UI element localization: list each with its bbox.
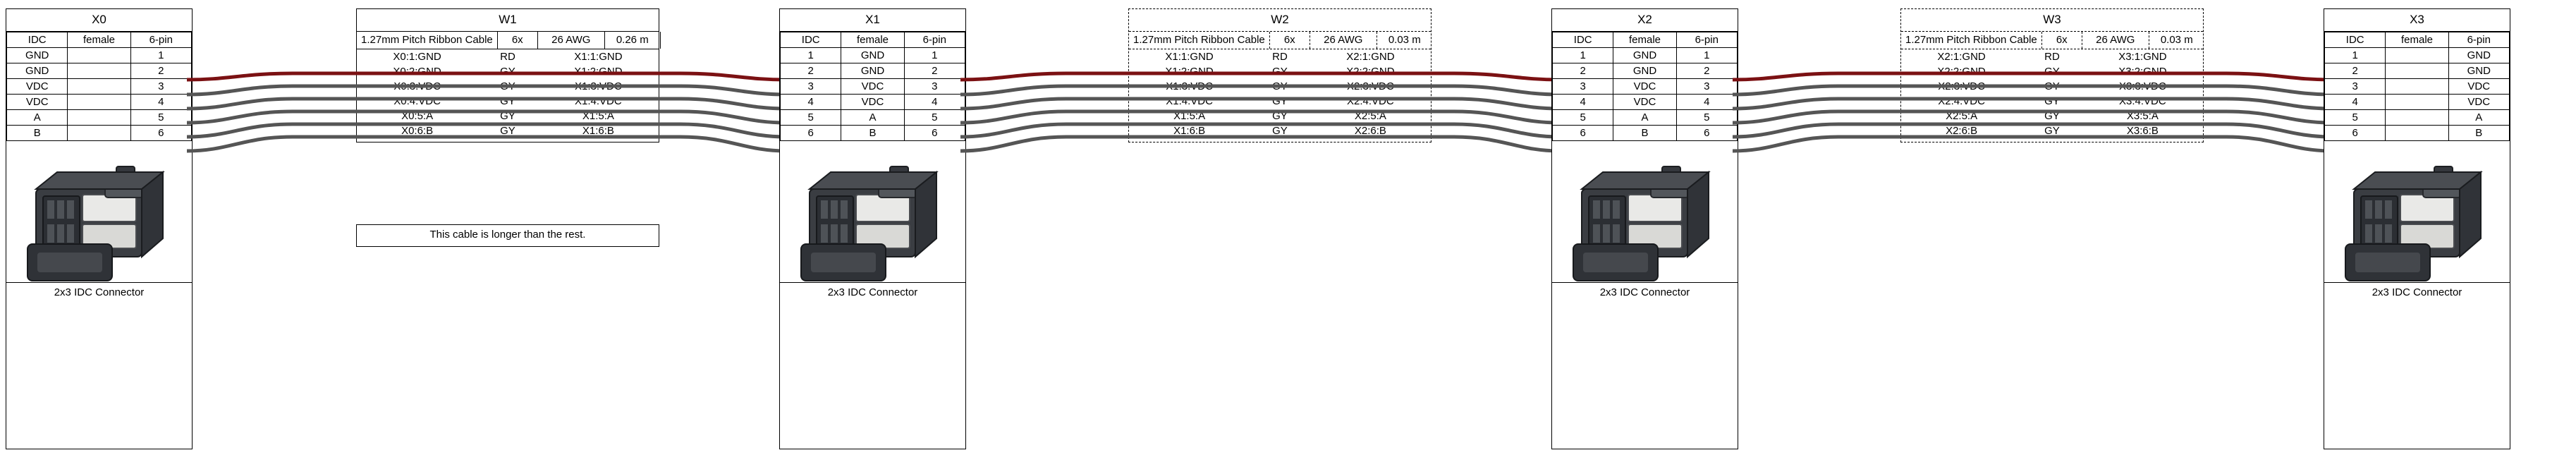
connector-x3-row4-mid [2386, 110, 2448, 126]
cable-w1-wirecount: 6x [498, 32, 538, 49]
connector-x3-row1-label: GND [2448, 63, 2509, 79]
cable-w2-wire2-color: GY [1272, 80, 1288, 92]
table-row [781, 126, 965, 141]
cable-w2-wire3-left: X1:4:VDC [1166, 95, 1213, 107]
connector-x2-row1-pinleft: 2 [1553, 63, 1613, 79]
cable-w2-wire4-color: GY [1272, 110, 1288, 122]
connector-x0-row1-label: GND [7, 63, 68, 79]
connector-x3-header-idc: IDC [2325, 32, 2386, 48]
cable-w3-wire1-color: GY [2044, 66, 2060, 78]
cable-w3-wire3-left: X2:4:VDC [1938, 95, 1985, 107]
cable-w2-wirecount: 6x [1270, 32, 1310, 49]
connector-x0-header-pincount: 6-pin [130, 32, 191, 48]
cable-w3-spec [1901, 32, 2203, 49]
cable-w1-wire1-left: X0:2:GND [393, 66, 441, 78]
connector-x0 [6, 8, 193, 449]
connector-x2-row1-label: GND [1613, 63, 1676, 79]
connector-x1-header-pincount: 6-pin [904, 32, 965, 48]
connector-x1-row4-pinleft: 5 [781, 110, 841, 126]
cable-w1-wire3-right: X1:4:VDC [575, 95, 622, 107]
cable-w1-wire2-left: X0:3:VDC [393, 80, 441, 92]
cable-w1-wire1-color: GY [500, 66, 515, 78]
table-row [1553, 126, 1738, 141]
table-row [1553, 110, 1738, 126]
cable-w3-wire0-color: RD [2044, 51, 2060, 63]
cable-w1-wire4-left: X0:5:A [401, 110, 434, 122]
connector-x0-header-idc: IDC [7, 32, 68, 48]
connector-x2-row1-pinright: 2 [1676, 63, 1737, 79]
connector-x1-pinout [780, 32, 965, 141]
cable-w3-type: 1.27mm Pitch Ribbon Cable [1901, 32, 2042, 49]
connector-x1-row2-pinright: 3 [904, 79, 965, 95]
wire-bundle-w3 [1733, 68, 2332, 195]
cable-w2-wire0-color: RD [1272, 51, 1288, 63]
table-row [1553, 32, 1738, 48]
connector-x0-title: X0 [6, 9, 192, 32]
connector-x2-title: X2 [1552, 9, 1738, 32]
connector-x3-row5-pin: 6 [2325, 126, 2386, 141]
connector-x3-header-gender: female [2386, 32, 2448, 48]
connector-x0-row5-mid [68, 126, 130, 141]
connector-x0-pinout [6, 32, 192, 141]
connector-x0-footer: 2x3 IDC Connector [6, 282, 192, 303]
connector-x3-row1-mid [2386, 63, 2448, 79]
connector-x1-header-gender: female [841, 32, 904, 48]
table-row [1553, 63, 1738, 79]
table-row [7, 110, 192, 126]
connector-x2-row0-pinright: 1 [1676, 48, 1737, 63]
connector-x1-row2-label: VDC [841, 79, 904, 95]
connector-x2-row4-pinleft: 5 [1553, 110, 1613, 126]
cable-w1-wire5-right: X1:6:B [582, 125, 614, 137]
table-row [7, 48, 192, 63]
cable-w3-gauge: 26 AWG [2082, 32, 2149, 49]
connector-x1-row1-label: GND [841, 63, 904, 79]
table-row [1129, 49, 1431, 64]
cable-w3-wirecount: 6x [2042, 32, 2082, 49]
connector-x1-row5-pinleft: 6 [781, 126, 841, 141]
connector-x1-row0-pinleft: 1 [781, 48, 841, 63]
cable-w3-wire1-left: X2:2:GND [1937, 66, 1986, 78]
cable-w1-wire0-color: RD [500, 51, 515, 63]
connector-x1-row4-pinright: 5 [904, 110, 965, 126]
cable-w2-wire1-left: X1:2:GND [1165, 66, 1214, 78]
cable-w2-wire5-right: X2:6:B [1354, 125, 1386, 137]
connector-x3-row2-label: VDC [2448, 79, 2509, 95]
connector-x2 [1551, 8, 1738, 449]
connector-x0-row3-mid [68, 95, 130, 110]
cable-w2-spec [1129, 32, 1431, 49]
cable-w3-wire5-color: GY [2044, 125, 2060, 137]
connector-x2-row0-label: GND [1613, 48, 1676, 63]
connector-x0-row2-pin: 3 [130, 79, 191, 95]
connector-x0-row0-mid [68, 48, 130, 63]
cable-w2-length: 0.03 m [1388, 34, 1421, 46]
connector-x2-row3-label: VDC [1613, 95, 1676, 110]
connector-x3-row0-pin: 1 [2325, 48, 2386, 63]
cable-w3-wire4-color: GY [2044, 110, 2060, 122]
wire-bundle-w2 [960, 68, 1560, 195]
connector-x1-row2-pinleft: 3 [781, 79, 841, 95]
connector-x1-row1-pinright: 2 [904, 63, 965, 79]
table-row [7, 126, 192, 141]
table-row [1553, 79, 1738, 95]
cable-w3-wire3-color: GY [2044, 95, 2060, 107]
cable-w1-wire0-left: X0:1:GND [393, 51, 441, 63]
cable-w1-spec [357, 32, 659, 49]
cable-w3-wire0-left: X2:1:GND [1937, 51, 1986, 63]
cable-w2-wire1-right: X2:2:GND [1346, 66, 1395, 78]
cable-w3-length: 0.03 m [2160, 34, 2193, 46]
table-row [2325, 95, 2510, 110]
connector-x2-row4-label: A [1613, 110, 1676, 126]
connector-x2-footer: 2x3 IDC Connector [1552, 282, 1738, 303]
connector-x0-row2-mid [68, 79, 130, 95]
connector-x2-row0-pinleft: 1 [1553, 48, 1613, 63]
cable-w1-type: 1.27mm Pitch Ribbon Cable [357, 32, 498, 49]
connector-x2-row4-pinright: 5 [1676, 110, 1737, 126]
connector-x3-row3-mid [2386, 95, 2448, 110]
connector-x2-row5-label: B [1613, 126, 1676, 141]
table-row [2325, 110, 2510, 126]
table-row [7, 32, 192, 48]
cable-w1-wire5-color: GY [500, 125, 515, 137]
connector-x2-header-idc: IDC [1553, 32, 1613, 48]
connector-x0-row1-pin: 2 [130, 63, 191, 79]
connector-x2-pinout [1552, 32, 1738, 141]
connector-x0-header-gender: female [68, 32, 130, 48]
connector-x1-row3-pinright: 4 [904, 95, 965, 110]
connector-x2-row5-pinleft: 6 [1553, 126, 1613, 141]
table-row [7, 79, 192, 95]
table-row [7, 63, 192, 79]
connector-x2-row3-pinleft: 4 [1553, 95, 1613, 110]
cable-w2-wire0-left: X1:1:GND [1165, 51, 1214, 63]
connector-x3-title: X3 [2324, 9, 2510, 32]
connector-x2-row3-pinright: 4 [1676, 95, 1737, 110]
connector-x2-row2-pinleft: 3 [1553, 79, 1613, 95]
table-row [781, 32, 965, 48]
table-row [2325, 126, 2510, 141]
cable-w2-wire3-right: X2:4:VDC [1347, 95, 1394, 107]
connector-x3-footer: 2x3 IDC Connector [2324, 282, 2510, 303]
table-row [781, 63, 965, 79]
connector-x1-photo [780, 141, 965, 282]
table-row [2325, 79, 2510, 95]
connector-x3-header-pincount: 6-pin [2448, 32, 2509, 48]
connector-x1-row1-pinleft: 2 [781, 63, 841, 79]
connector-x2-row5-pinright: 6 [1676, 126, 1737, 141]
cable-w1-wire4-color: GY [500, 110, 515, 122]
cable-w1-wire5-left: X0:6:B [401, 125, 434, 137]
connector-x2-header-pincount: 6-pin [1676, 32, 1737, 48]
wire-bundle-w1 [187, 68, 786, 195]
table-row [2325, 48, 2510, 63]
connector-x3-row0-label: GND [2448, 48, 2509, 63]
cable-w1-length: 0.26 m [605, 32, 661, 49]
table-row [2325, 63, 2510, 79]
connector-x1-row3-pinleft: 4 [781, 95, 841, 110]
table-row [1901, 49, 2203, 64]
connector-x3 [2324, 8, 2510, 449]
connector-x0-row2-label: VDC [7, 79, 68, 95]
connector-x0-row4-mid [68, 110, 130, 126]
connector-x0-row1-mid [68, 63, 130, 79]
connector-x1-row0-pinright: 1 [904, 48, 965, 63]
cable-w2-gauge: 26 AWG [1310, 32, 1377, 49]
connector-x3-row3-label: VDC [2448, 95, 2509, 110]
connector-x1-footer: 2x3 IDC Connector [780, 282, 965, 303]
table-row [781, 79, 965, 95]
cable-w3-wire2-left: X2:3:VDC [1938, 80, 1985, 92]
connector-x1-header-idc: IDC [781, 32, 841, 48]
connector-x0-row4-label: A [7, 110, 68, 126]
cable-w1-wire3-left: X0:4:VDC [393, 95, 441, 107]
table-row [2325, 32, 2510, 48]
connector-x1 [779, 8, 966, 449]
connector-x1-row4-label: A [841, 110, 904, 126]
cable-w1-note: This cable is longer than the rest. [356, 224, 659, 247]
connector-x3-photo [2324, 141, 2510, 282]
cable-w2-wire0-right: X2:1:GND [1346, 51, 1395, 63]
cable-w3-wire5-left: X2:6:B [1946, 125, 1978, 137]
cable-w3-wire4-right: X3:5:A [2126, 110, 2159, 122]
connector-x2-row2-pinright: 3 [1676, 79, 1737, 95]
cable-w1-wire2-right: X1:3:VDC [575, 80, 622, 92]
table-row [7, 95, 192, 110]
cable-w1-wire1-right: X1:2:GND [574, 66, 623, 78]
table-row [781, 48, 965, 63]
cable-w3-wire2-color: GY [2044, 80, 2060, 92]
table-row [781, 95, 965, 110]
cable-w2-wire2-left: X1:3:VDC [1166, 80, 1213, 92]
cable-w2-wire5-color: GY [1272, 125, 1288, 137]
cable-w2-wire5-left: X1:6:B [1173, 125, 1206, 137]
cable-w1-wire3-color: GY [500, 95, 515, 107]
connector-x3-row5-mid [2386, 126, 2448, 141]
cable-w3-title: W3 [1901, 9, 2203, 32]
table-row [1553, 95, 1738, 110]
cable-w3-wire4-left: X2:5:A [1946, 110, 1978, 122]
cable-w2-wire2-right: X2:3:VDC [1347, 80, 1394, 92]
cable-w3-wire3-right: X3:4:VDC [2119, 95, 2166, 107]
connector-x1-row3-label: VDC [841, 95, 904, 110]
connector-x3-row3-pin: 4 [2325, 95, 2386, 110]
connector-x3-row2-pin: 3 [2325, 79, 2386, 95]
cable-w1-title: W1 [357, 9, 659, 32]
connector-x0-row3-label: VDC [7, 95, 68, 110]
connector-x2-row2-label: VDC [1613, 79, 1676, 95]
table-row [781, 110, 965, 126]
cable-w2-title: W2 [1129, 9, 1431, 32]
connector-x0-photo [6, 141, 192, 282]
connector-x3-row2-mid [2386, 79, 2448, 95]
connector-x2-header-gender: female [1613, 32, 1676, 48]
cable-w2-wire3-color: GY [1272, 95, 1288, 107]
table-row [1553, 48, 1738, 63]
cable-w3-wire2-right: X3:3:VDC [2119, 80, 2166, 92]
cable-w2-wire1-color: GY [1272, 66, 1288, 78]
cable-w1-wire2-color: GY [500, 80, 515, 92]
table-row [357, 49, 659, 64]
connector-x0-row5-pin: 6 [130, 126, 191, 141]
cable-w3-wire5-right: X3:6:B [2126, 125, 2159, 137]
connector-x0-row0-label: GND [7, 48, 68, 63]
connector-x3-row0-mid [2386, 48, 2448, 63]
connector-x3-row4-label: A [2448, 110, 2509, 126]
cable-w3-wire0-right: X3:1:GND [2118, 51, 2167, 63]
connector-x1-row5-pinright: 6 [904, 126, 965, 141]
connector-x0-row5-label: B [7, 126, 68, 141]
cable-w1-gauge: 26 AWG [538, 32, 605, 49]
connector-x3-row4-pin: 5 [2325, 110, 2386, 126]
connector-x1-title: X1 [780, 9, 965, 32]
connector-x2-photo [1552, 141, 1738, 282]
connector-x1-row0-label: GND [841, 48, 904, 63]
connector-x3-pinout [2324, 32, 2510, 141]
cable-w2-wire4-left: X1:5:A [1173, 110, 1206, 122]
cable-w2-wire4-right: X2:5:A [1354, 110, 1386, 122]
connector-x0-row3-pin: 4 [130, 95, 191, 110]
cable-w3-wire1-right: X3:2:GND [2118, 66, 2167, 78]
connector-x1-row5-label: B [841, 126, 904, 141]
connector-x3-row1-pin: 2 [2325, 63, 2386, 79]
cable-w2-type: 1.27mm Pitch Ribbon Cable [1129, 32, 1270, 49]
cable-w1-wire4-right: X1:5:A [582, 110, 614, 122]
connector-x3-row5-label: B [2448, 126, 2509, 141]
connector-x0-row0-pin: 1 [130, 48, 191, 63]
cable-w1-wire0-right: X1:1:GND [574, 51, 623, 63]
connector-x0-row4-pin: 5 [130, 110, 191, 126]
